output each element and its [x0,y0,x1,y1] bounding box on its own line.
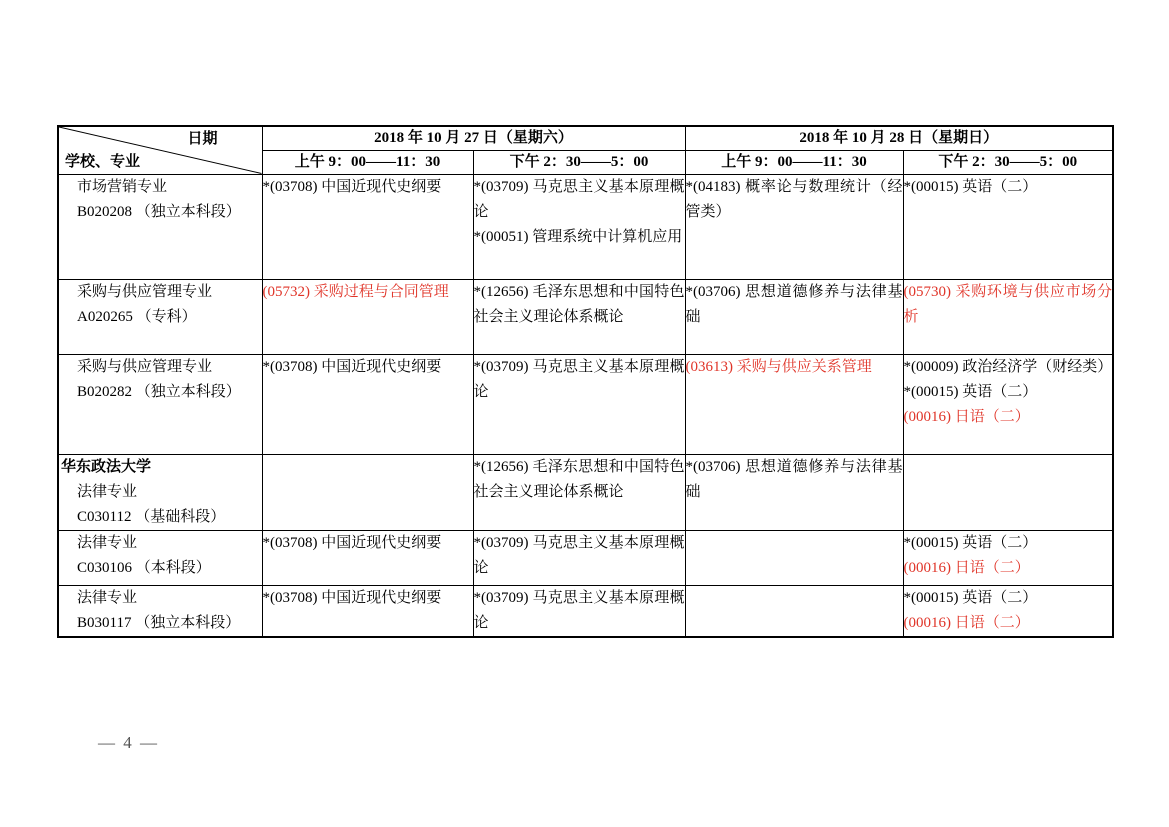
course-entry: *(00015) 英语（二） [903,178,1038,195]
course-entry: *(03706) 思想道德修养与法律基础 [685,283,903,325]
school-cell [58,530,262,585]
course-cell [903,279,1113,354]
course-entry: *(00009) 政治经济学（财经类） [903,358,1113,375]
table-row [58,585,1113,637]
course-cell [262,585,473,637]
school-cell [58,354,262,454]
course-cell [473,530,685,585]
school-line: 法律专业 [77,483,138,500]
table-row [58,530,1113,585]
course-cell [903,585,1113,637]
school-cell [58,279,262,354]
course-cell [262,354,473,454]
school-line: B020208 （独立本科段） [77,203,241,220]
school-line: C030112 （基础科段） [77,508,226,525]
course-entry: *(03708) 中国近现代史纲要 [262,358,442,375]
course-entry: *(00015) 英语（二） [903,534,1038,551]
school-line: 法律专业 [77,589,138,606]
table-row [58,279,1113,354]
page-number: — 4 — [98,733,159,752]
school-line: C030106 （本科段） [77,559,211,576]
course-cell [685,530,903,585]
course-cell [685,279,903,354]
corner-cell [58,126,262,174]
school-line: B020282 （独立本科段） [77,383,241,400]
course-cell [473,454,685,530]
school-line: 采购与供应管理专业 [77,283,213,300]
course-entry: *(03709) 马克思主义基本原理概论 [473,534,685,576]
course-cell [903,354,1113,454]
course-cell [262,530,473,585]
course-entry: (05732) 采购过程与合同管理 [262,283,449,300]
corner-label-date: 日期 [187,131,218,147]
course-entry: *(03708) 中国近现代史纲要 [262,534,442,551]
course-cell [262,454,473,530]
course-entry: *(03708) 中国近现代史纲要 [262,178,442,195]
course-entry: (00016) 日语（二） [903,408,1030,425]
date-header-saturday: 2018 年 10 月 27 日（星期六） [262,126,685,150]
school-cell [58,174,262,279]
course-cell [473,354,685,454]
session-header-sat-pm: 下午 2：30——5：00 [473,150,685,174]
course-cell [685,354,903,454]
session-header-sun-am: 上午 9：00——11：30 [685,150,903,174]
session-header-sun-pm: 下午 2：30——5：00 [903,150,1113,174]
course-entry: (00016) 日语（二） [903,559,1030,576]
table-row [58,354,1113,454]
header-row-dates [58,126,1113,150]
school-cell [58,454,262,530]
course-cell [903,454,1113,530]
table-row [58,454,1113,530]
course-cell [685,174,903,279]
course-entry: *(03709) 马克思主义基本原理概论 [473,589,685,631]
course-cell [903,174,1113,279]
session-header-sat-am: 上午 9：00——11：30 [262,150,473,174]
school-cell [58,585,262,637]
school-line: 法律专业 [77,534,138,551]
exam-schedule-table [57,125,1114,638]
course-entry: *(03709) 马克思主义基本原理概论 [473,178,685,220]
school-line: 市场营销专业 [77,178,168,195]
table-row [58,174,1113,279]
course-entry: (00016) 日语（二） [903,614,1030,631]
course-cell [685,585,903,637]
course-cell [473,174,685,279]
course-entry: *(00051) 管理系统中计算机应用 [473,228,683,245]
course-entry: *(12656) 毛泽东思想和中国特色社会主义理论体系概论 [473,283,685,325]
school-line: 采购与供应管理专业 [77,358,213,375]
course-entry: *(00015) 英语（二） [903,589,1038,606]
course-entry: *(00015) 英语（二） [903,383,1038,400]
course-entry: *(03706) 思想道德修养与法律基础 [685,458,903,500]
school-line: A020265 （专科） [77,308,197,325]
course-cell [903,530,1113,585]
course-entry: (05730) 采购环境与供应市场分析 [903,283,1113,325]
course-cell [473,585,685,637]
course-entry: *(03708) 中国近现代史纲要 [262,589,442,606]
course-cell [473,279,685,354]
course-entry: *(12656) 毛泽东思想和中国特色社会主义理论体系概论 [473,458,685,500]
school-line: B030117 （独立本科段） [77,614,241,631]
course-cell [262,279,473,354]
date-header-sunday: 2018 年 10 月 28 日（星期日） [685,126,1113,150]
schedule-body [58,174,1113,637]
course-cell [262,174,473,279]
course-cell [685,454,903,530]
school-name: 华东政法大学 [61,458,152,475]
corner-label-school: 学校、专业 [65,153,141,170]
course-entry: *(04183) 概率论与数理统计（经管类） [685,178,903,220]
course-entry: *(03709) 马克思主义基本原理概论 [473,358,685,400]
course-entry: (03613) 采购与供应关系管理 [685,358,872,375]
